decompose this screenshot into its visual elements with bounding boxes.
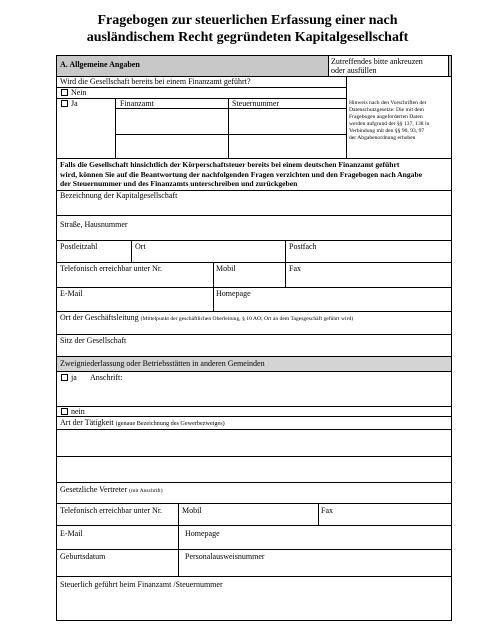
label-ja: Ja [71,99,78,108]
label-personalausweis: Personalausweisnummer [185,552,265,561]
label-sitz: Sitz der Gesellschaft [60,336,127,345]
label-vertreter [60,485,163,497]
taetigkeit-note: (genaue Bezeichnung des Gewerbezweiges) [115,420,225,427]
geschaeftsleitung-label-text: Ort der Geschäftsleitung [60,313,139,322]
bold-note-line: wird, können Sie auf die Beantwortung der nachfolgenden Fragen verzichten und den Fragebogen nach Angabe [60,169,423,179]
bezeichnung-input[interactable] [57,200,451,214]
label-strasse: Straße, Hausnummer [60,220,128,229]
label-email-2: E-Mail [60,529,83,538]
checkbox-zweig-nein[interactable] [61,408,68,415]
form-title-line-2: ausländischem Recht gegründeten Kapitalgesellschaft [86,30,409,45]
label-fax: Fax [289,264,301,273]
label-homepage: Homepage [216,289,251,298]
label-zweig-nein: nein [71,407,85,416]
label-nein: Nein [71,88,87,97]
label-zweigniederlassung: Zweigniederlassung oder Betriebsstätten in anderen Gemeinden [60,359,265,368]
question-finanzamt: Wird die Gesellschaft bereits bei einem Finanzamt geführt? [60,77,251,86]
datenschutz-line: Hinweis nach den Vorschriften der [349,100,427,106]
label-steuerlich: Steuerlich geführt beim Finanzamt /Steuernummer [60,580,223,589]
steuernummer-input-2[interactable] [229,135,345,157]
steuernummer-input-1[interactable] [229,109,345,133]
label-mobil: Mobil [216,264,236,273]
strasse-input[interactable] [57,229,451,239]
taetigkeit-input[interactable] [57,430,451,481]
label-geschaeftsleitung [60,313,353,325]
col-finanzamt: Finanzamt [120,99,154,108]
checkbox-nein[interactable] [61,89,68,96]
label-zweig-ja: ja [71,373,77,382]
hint-line-2: oder ausfüllen [331,66,377,75]
geschaeftsleitung-note: (Mittelpunkt der geschäftlichen Oberleitung, § 10 AO; Ort an dem Tagesgeschäft geführt wird) [140,316,354,322]
bold-note-line: Falls die Gesellschaft hinsichtlich der Körperschaftsteuer bereits bei einem deutschen Finanzamt geführt [60,160,400,169]
label-homepage-2: Homepage [185,529,220,538]
section-a-heading: A. Allgemeine Angaben [60,60,140,69]
vertreter-label-text: Gesetzliche Vertreter [60,485,128,494]
label-geburtsdatum: Geburtsdatum [60,552,106,561]
form-title-line-1: Fragebogen zur steuerlichen Erfassung einer nach [97,13,398,28]
datenschutz-line: der Abgabenordnung erhoben [349,135,416,141]
label-telefon: Telefonisch erreichbar unter Nr. [60,264,163,273]
col-steuernummer: Steuernummer [232,99,280,108]
vertreter-note: (mit Anschrift) [129,488,163,494]
label-anschrift: Anschrift: [90,373,123,382]
label-ort: Ort [135,242,146,251]
checkbox-zweig-ja[interactable] [61,374,68,381]
datenschutz-line: werden aufgrund der §§ 137, 138 in [349,121,430,127]
datenschutz-line: Datenschutzgesetze: Die mit dem [349,107,425,113]
label-fax-2: Fax [321,506,333,515]
finanzamt-input-1[interactable] [116,109,227,133]
label-bezeichnung: Bezeichnung der Kapitalgesellschaft [60,191,178,200]
form-title [0,12,495,46]
datenschutz-line: Verbindung mit den §§ 90, 93, 97 [349,128,425,134]
checkbox-ja[interactable] [61,100,68,107]
label-plz: Postleitzahl [60,242,98,251]
bold-note-line: der Steuernummer und des Finanzamts unterschreiben und zurückgeben [60,179,298,188]
datenschutz-line: Fragebogen angeforderten Daten [349,114,423,120]
taetigkeit-label-text: Art der Tätigkeit [60,418,114,427]
anschrift-input[interactable] [130,372,450,405]
label-postfach: Postfach [289,242,317,251]
steuerlich-input[interactable] [57,590,451,619]
label-taetigkeit [60,418,225,429]
label-mobil-2: Mobil [182,506,202,515]
finanzamt-input-2[interactable] [116,135,227,157]
label-email: E-Mail [60,289,83,298]
hint-line-1: Zutreffendes bitte ankreuzen [331,57,423,66]
label-telefon-2: Telefonisch erreichbar unter Nr. [60,506,163,515]
